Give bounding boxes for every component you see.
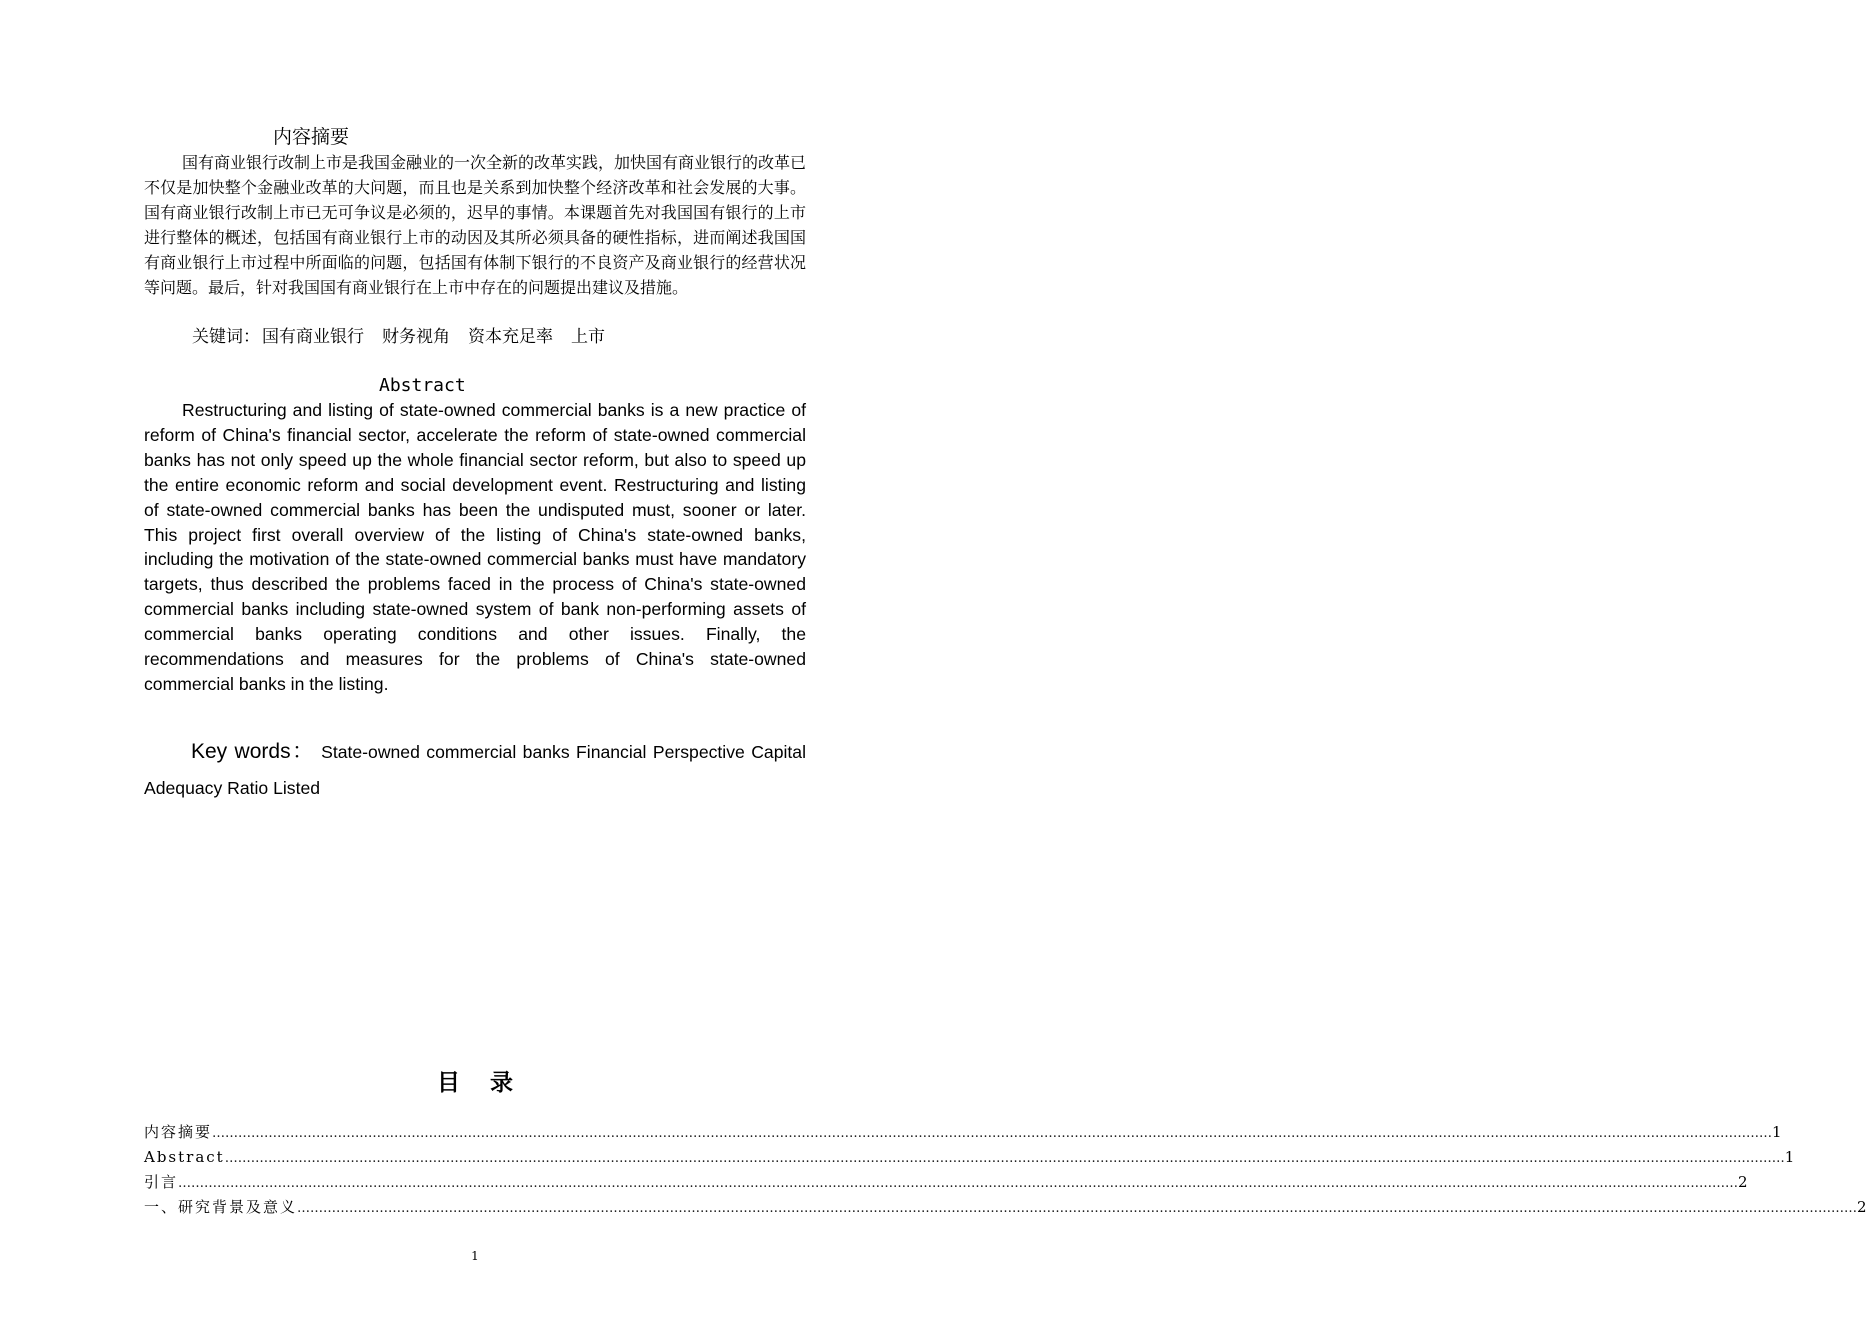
- keyword-cn: 财务视角: [382, 327, 450, 347]
- keywords-cn-label: 关键词：: [192, 327, 260, 347]
- toc-entry[interactable]: [144, 1170, 1748, 1195]
- toc-entry-page: 2: [1857, 1198, 1867, 1216]
- toc-entry-label: 内容摘要: [144, 1123, 213, 1141]
- keyword-cn: 国有商业银行: [262, 327, 364, 347]
- toc-entry[interactable]: [144, 1195, 1867, 1220]
- abstract-cn-title: 内容摘要: [273, 126, 350, 148]
- abstract-cn-keywords: [192, 324, 623, 350]
- keywords-en-label: Key words：: [191, 740, 315, 763]
- toc-leader-dots: ………………………………………………………………………………………………………………………………………………………………………………………………………………………………………………………………………………………………………………………………: [224, 1151, 1785, 1166]
- abstract-en-body: Restructuring and listing of state-owned commercial banks is a new practice of reform of China's financial sector, accelerate the reform of state-owned commercial banks has not only speed up the whole financial sector reform, but also to speed up the entire economic reform and social development event. Restructuring and listing of state-owned commercial banks has been the undisputed must, sooner or later. This project first overall overview of the listing of China's state-owned banks, including the motivation of the state-owned commercial banks must have mandatory targets, thus described the problems faced in the process of China's state-owned commercial banks including state-owned system of bank non-performing assets of commercial banks operating conditions and other issues. Finally, the recommendations and measures for the problems of China's state-owned commercial banks in the listing.: [144, 400, 806, 694]
- toc-entry-page: 1: [1784, 1148, 1795, 1166]
- abstract-en-keywords: [144, 734, 806, 806]
- toc-entry[interactable]: [144, 1145, 1795, 1170]
- toc-leader-dots: ………………………………………………………………………………………………………………………………………………………………………………………………………………………………………………………………………………………………………………………………: [297, 1201, 1858, 1216]
- table-of-contents: [144, 1120, 1867, 1220]
- toc-leader-dots: ………………………………………………………………………………………………………………………………………………………………………………………………………………………………………………………………………………………………………………………………: [212, 1126, 1773, 1141]
- toc-entry-label: Abstract: [144, 1148, 225, 1166]
- page-number: 1: [471, 1249, 479, 1263]
- keyword-cn: 资本充足率: [468, 327, 553, 347]
- toc-entry[interactable]: [144, 1120, 1782, 1145]
- keyword-cn: 上市: [571, 327, 605, 347]
- toc-entry-page: 1: [1772, 1123, 1782, 1141]
- toc-entry-label: 一、研究背景及意义: [144, 1198, 298, 1216]
- toc-leader-dots: ………………………………………………………………………………………………………………………………………………………………………………………………………………………………………………………………………………………………………………………………: [178, 1176, 1739, 1191]
- toc-title: 目录: [437, 1070, 543, 1096]
- toc-entry-label: 引言: [144, 1173, 179, 1191]
- toc-entry-page: 2: [1738, 1173, 1748, 1191]
- abstract-cn-body: 国有商业银行改制上市是我国金融业的一次全新的改革实践，加快国有商业银行的改革已不仅是加快整个金融业改革的大问题，而且也是关系到加快整个经济改革和社会发展的大事。国有商业银行改制上市已无可争议是必须的，迟早的事情。本课题首先对我国国有银行的上市进行整体的概述，包括国有商业银行上市的动因及其所必须具备的硬性指标，进而阐述我国国有商业银行上市过程中所面临的问题，包括国有体制下银行的不良资产及商业银行的经营状况等问题。最后，针对我国国有商业银行在上市中存在的问题提出建议及措施。: [144, 153, 807, 297]
- keywords-en-text: State-owned commercial banks Financial Perspective Capital Adequacy Ratio Listed: [144, 742, 806, 798]
- abstract-en-title: Abstract: [379, 375, 466, 396]
